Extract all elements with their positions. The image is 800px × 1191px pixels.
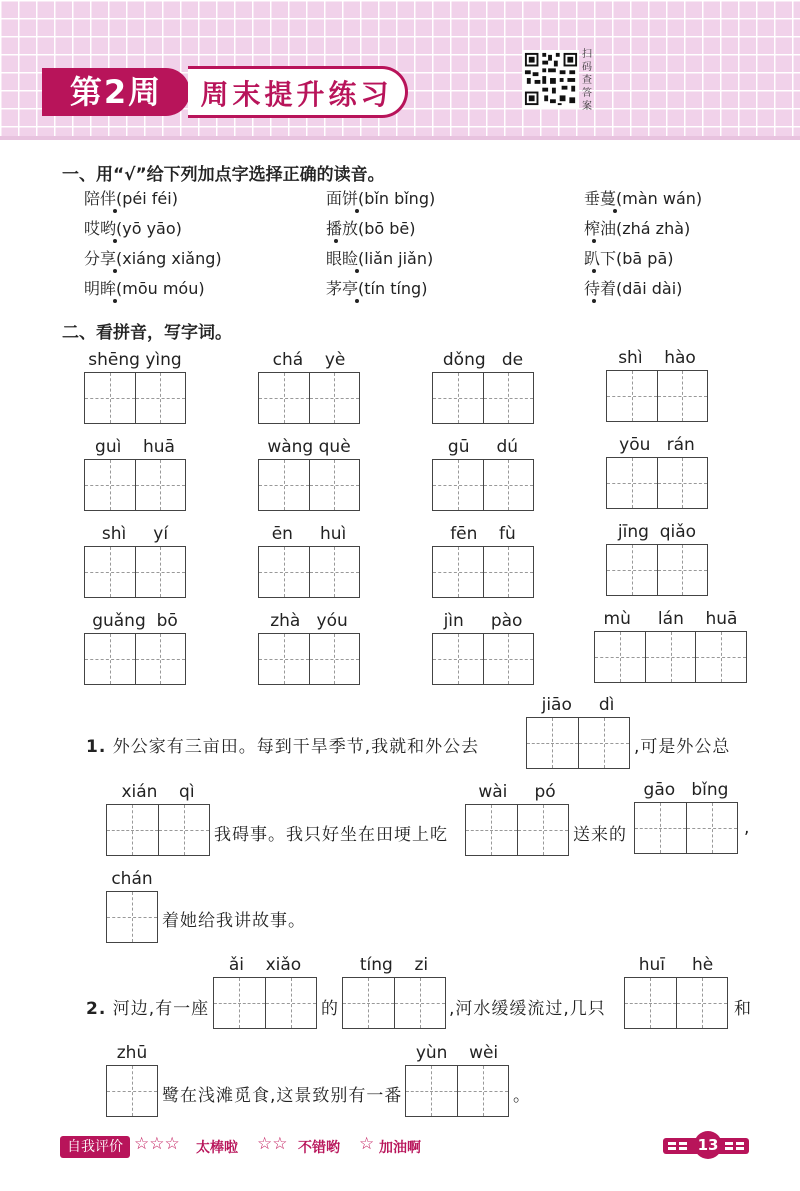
writing-box[interactable] [405, 1065, 509, 1117]
writing-box[interactable] [84, 546, 186, 598]
pinyin-label: shì hào [618, 348, 696, 368]
reading-item[interactable]: 待着(dāi dài) [584, 279, 683, 298]
writing-box[interactable] [624, 977, 728, 1029]
writing-box[interactable] [606, 457, 708, 509]
writing-box[interactable] [84, 459, 186, 511]
pinyin-label: shì yí [101, 524, 169, 544]
emphasis-dot [113, 269, 117, 273]
emphasis-dot [613, 209, 617, 213]
reading-item[interactable]: 眼睑(liǎn jiǎn) [326, 249, 434, 268]
pinyin-label: tíng zi [359, 955, 429, 975]
writing-box[interactable] [526, 717, 630, 769]
reading-item[interactable]: 陪伴(péi féi) [84, 189, 178, 208]
pinyin-label: fēn fù [450, 524, 516, 544]
pinyin-label: gāo bǐng [643, 780, 729, 800]
pinyin-label: chá yè [272, 350, 346, 370]
reading-item[interactable]: 茅亭(tín tíng) [326, 279, 428, 298]
star-icon[interactable]: ☆☆☆ [134, 1134, 180, 1154]
writing-box[interactable] [606, 370, 708, 422]
emphasis-dot [355, 269, 359, 273]
pinyin-label: wài pó [478, 782, 556, 802]
pinyin-label: yōu rán [619, 435, 695, 455]
sentence-text: ,可是外公总 [634, 737, 731, 757]
emphasis-dot [592, 239, 596, 243]
pinyin-label: jìn pào [443, 611, 523, 631]
pinyin-label: wàng què [267, 437, 351, 457]
writing-box[interactable] [594, 631, 747, 683]
emphasis-dot [113, 239, 117, 243]
sentence-text: 着她给我讲故事。 [162, 911, 306, 931]
qr-code-icon[interactable] [523, 50, 579, 108]
pinyin-label: ǎi xiǎo [228, 955, 302, 975]
pinyin-label: zhū [116, 1043, 148, 1063]
pinyin-label: xián qì [121, 782, 195, 802]
rating-label-good: 不错哟 [298, 1140, 340, 1156]
writing-box[interactable] [84, 633, 186, 685]
week-badge: 第2周 [42, 68, 190, 116]
reading-item[interactable]: 垂蔓(màn wán) [584, 189, 703, 208]
writing-box[interactable] [106, 891, 158, 943]
writing-box[interactable] [258, 372, 360, 424]
sentence-text: 的 [321, 999, 339, 1019]
writing-box[interactable] [432, 372, 534, 424]
sentence-text: 送来的 [573, 825, 627, 845]
pinyin-label: yùn wèi [415, 1043, 499, 1063]
reading-item[interactable]: 趴下(bā pā) [584, 249, 674, 268]
writing-box[interactable] [432, 546, 534, 598]
sentence-text: 我碍事。我只好坐在田埂上吃 [214, 825, 448, 845]
sentence-text: ,河水缓缓流过,几只 [449, 999, 606, 1019]
writing-box[interactable] [106, 1065, 158, 1117]
sentence-text: 和 [734, 999, 752, 1019]
writing-box[interactable] [342, 977, 446, 1029]
writing-box[interactable] [432, 633, 534, 685]
reading-item[interactable]: 面饼(bǐn bǐng) [326, 189, 436, 208]
pinyin-label: chán [111, 869, 153, 889]
qr-label: 扫 码 查 答 案 [582, 49, 592, 112]
emphasis-dot [334, 239, 338, 243]
pinyin-label: ēn huì [271, 524, 347, 544]
emphasis-dot [592, 299, 596, 303]
pinyin-label: shēng yìng [88, 350, 182, 370]
pinyin-label: huī hè [638, 955, 714, 975]
reading-item[interactable]: 播放(bō bē) [326, 219, 416, 238]
section2-title: 二、看拼音，写字词。 [62, 323, 232, 343]
pinyin-label: dǒng de [442, 350, 524, 370]
rating-label-great: 太棒啦 [196, 1140, 238, 1156]
pinyin-label: guǎng bō [92, 611, 178, 631]
writing-box[interactable] [606, 544, 708, 596]
sentence-text: 2. 河边,有一座 [86, 999, 210, 1019]
writing-box[interactable] [465, 804, 569, 856]
pinyin-label: jiāo dì [541, 695, 615, 715]
sentence-text: 。 [513, 1086, 531, 1106]
page-number: 13 [694, 1131, 722, 1159]
header-divider [0, 136, 800, 140]
star-icon[interactable]: ☆☆ [257, 1134, 288, 1154]
sentence-text: 1. 外公家有三亩田。每到干旱季节,我就和外公去 [86, 737, 480, 757]
writing-box[interactable] [634, 802, 738, 854]
writing-box[interactable] [258, 459, 360, 511]
writing-box[interactable] [258, 546, 360, 598]
emphasis-dot [592, 269, 596, 273]
writing-box[interactable] [84, 372, 186, 424]
pinyin-label: guì huā [95, 437, 175, 457]
section1-title: 一、用“√”给下列加点字选择正确的读音。 [62, 165, 385, 185]
reading-item[interactable]: 分享(xiáng xiǎng) [84, 249, 222, 268]
reading-item[interactable]: 哎哟(yō yāo) [84, 219, 182, 238]
writing-box[interactable] [432, 459, 534, 511]
writing-box[interactable] [213, 977, 317, 1029]
sentence-text: , [744, 818, 751, 838]
emphasis-dot [113, 209, 117, 213]
emphasis-dot [355, 299, 359, 303]
self-eval-badge: 自我评价 [60, 1136, 130, 1158]
reading-item[interactable]: 明眸(mōu móu) [84, 279, 205, 298]
reading-item[interactable]: 榨油(zhá zhà) [584, 219, 691, 238]
writing-box[interactable] [106, 804, 210, 856]
rating-label-keepgoing: 加油啊 [379, 1140, 421, 1156]
emphasis-dot [355, 209, 359, 213]
pinyin-label: jīng qiǎo [617, 522, 697, 542]
star-icon[interactable]: ☆ [359, 1134, 375, 1154]
pinyin-label: zhà yóu [270, 611, 348, 631]
sentence-text: 鹭在浅滩觅食,这景致别有一番 [162, 1086, 403, 1106]
pinyin-label: mù lán huā [603, 609, 738, 629]
emphasis-dot [113, 299, 117, 303]
pinyin-label: gū dú [447, 437, 519, 457]
page-title: 周末提升练习 [188, 66, 408, 118]
writing-box[interactable] [258, 633, 360, 685]
